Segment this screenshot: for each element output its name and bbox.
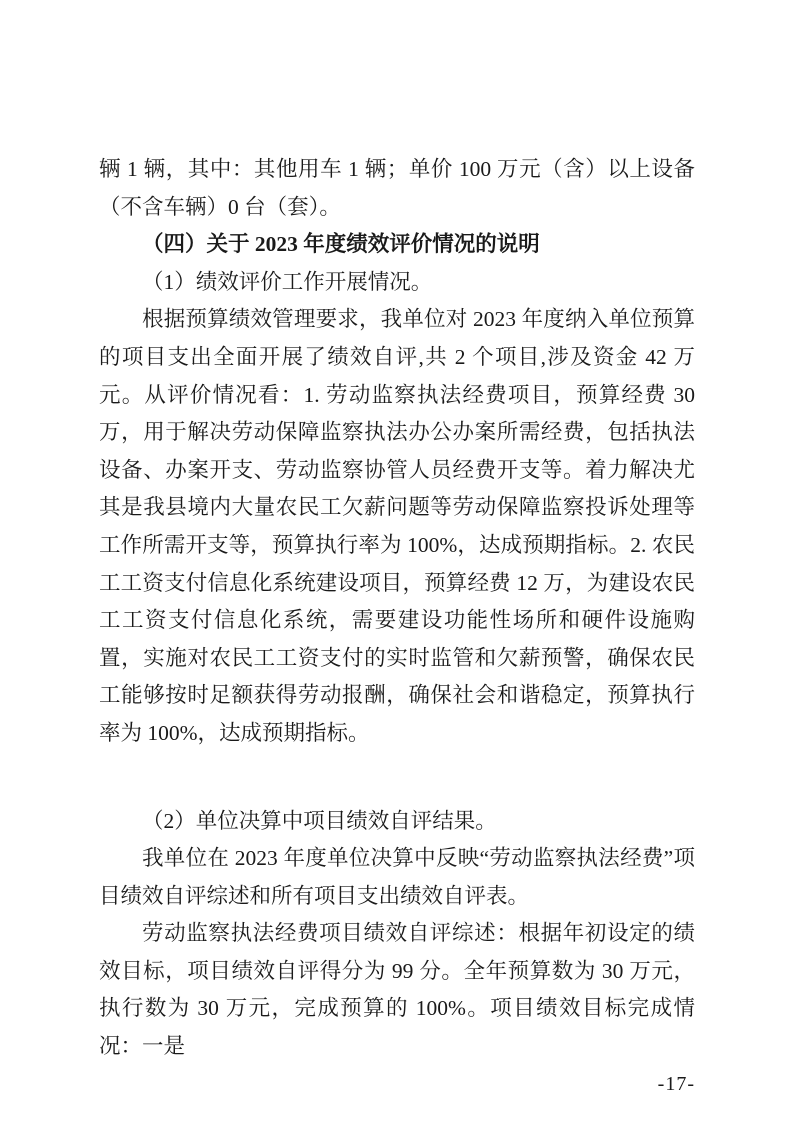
item-2-heading-final-accounts-results: （2）单位决算中项目绩效自评结果。	[142, 808, 497, 833]
paragraph-self-evaluation-overview: 根据预算绩效管理要求，我单位对 2023 年度纳入单位预算的项目支出全面开展了绩效自评,共 2 个项目,涉及资金 42 万元。从评价情况看：1. 劳动监察执法经费项目，预算经费 30 万，用于解决劳动保障监察执法办公办案所需经费，包括执法设备、办案开支、劳动监察协管人员经费开支等。着力解决尤其是我县境内大量农民工欠薪问题等劳动保障监察投诉处理等工作所需开支等，预算执行率为 100%，达成预期指标。2. 农民工工资支付信息化系统建设项目，预算经费 12 万，为建设农民工工资支付信息化系统，需要建设功能性场所和硬件设施购置，实施对农民工工资支付的实时监管和欠薪预警，确保农民工能够按时足额获得劳动报酬，确保社会和谐稳定，预算执行率为 100%，达成预期指标。	[99, 307, 695, 745]
page-number: -17-	[657, 1072, 695, 1095]
section-heading-2023-performance-evaluation: （四）关于 2023 年度绩效评价情况的说明	[142, 232, 540, 257]
paragraph-vehicle-equipment-continuation: 辆 1 辆，其中：其他用车 1 辆；单价 100 万元（含）以上设备（不含车辆）0 台（套）。	[99, 157, 695, 219]
paragraph-labor-inspection-self-evaluation: 劳动监察执法经费项目绩效自评综述：根据年初设定的绩效目标，项目绩效自评得分为 99 分。全年预算数为 30 万元，执行数为 30 万元，完成预算的 100%。项目绩效目标完成情况：一是	[99, 921, 695, 1059]
paragraph-final-accounts-reflection: 我单位在 2023 年度单位决算中反映“劳动监察执法经费”项目绩效自评综述和所有项目支出绩效自评表。	[99, 846, 695, 908]
item-1-heading-evaluation-work: （1）绩效评价工作开展情况。	[142, 269, 433, 294]
page-content	[99, 151, 695, 1103]
